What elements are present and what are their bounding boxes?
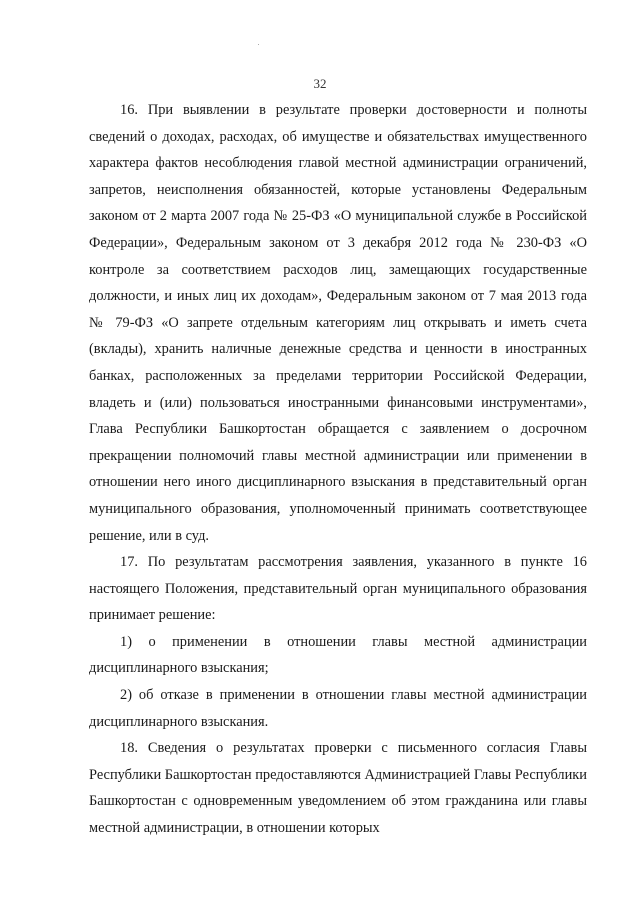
list-item-1: 1) о применении в отношении главы местной администрации дисциплинарного взыскания; [89, 633, 587, 677]
document-body [89, 97, 587, 842]
paragraph-17: 17. По результатам рассмотрения заявления, указанного в пункте 16 настоящего Положения, представительный орган муниципального образования принимает решение: [89, 554, 587, 624]
page-number: 32 [313, 76, 327, 91]
paragraph-16: 16. При выявлении в результате проверки достоверности и полноты сведений о доходах, расходах, об имуществе и обязательствах имущественного характера фактов несоблюдения главой местной администрации ограничений, запретов, неисполнения обязанностей, которые установлены Федеральным законом от 2 марта 2007 года № 25-ФЗ «О муниципальной службе в Российской Федерации», Федеральным законом от 3 декабря 2012 года № 230-ФЗ «О контроле за соответствием расходов лиц, замещающих государственные должности, и иных лиц их доходам», Федеральным законом от 7 мая 2013 года № 79-ФЗ «О запрете отдельным категориям лиц открывать и иметь счета (вклады), хранить наличные денежные средства и ценности в иностранных банках, расположенных за пределами территории Российской Федерации, владеть и (или) пользоваться иностранными финансовыми инструментами», Глава Республики Башкортостан обращается с заявлением о досрочном прекращении полномочий главы местной администрации или применении в отношении него иного дисциплинарного взыскания в представительный орган муниципального образования, уполномоченный принимать соответствующее решение, или в суд. [89, 102, 587, 544]
scan-speck [258, 44, 259, 45]
paragraph-18: 18. Сведения о результатах проверки с письменного согласия Главы Республики Башкортостан предоставляются Администрацией Главы Республики Башкортостан с одновременным уведомлением об этом гражданина или главы местной администрации, в отношении которых [89, 740, 587, 837]
list-item-2: 2) об отказе в применении в отношении главы местной администрации дисциплинарного взыскания. [89, 687, 587, 730]
